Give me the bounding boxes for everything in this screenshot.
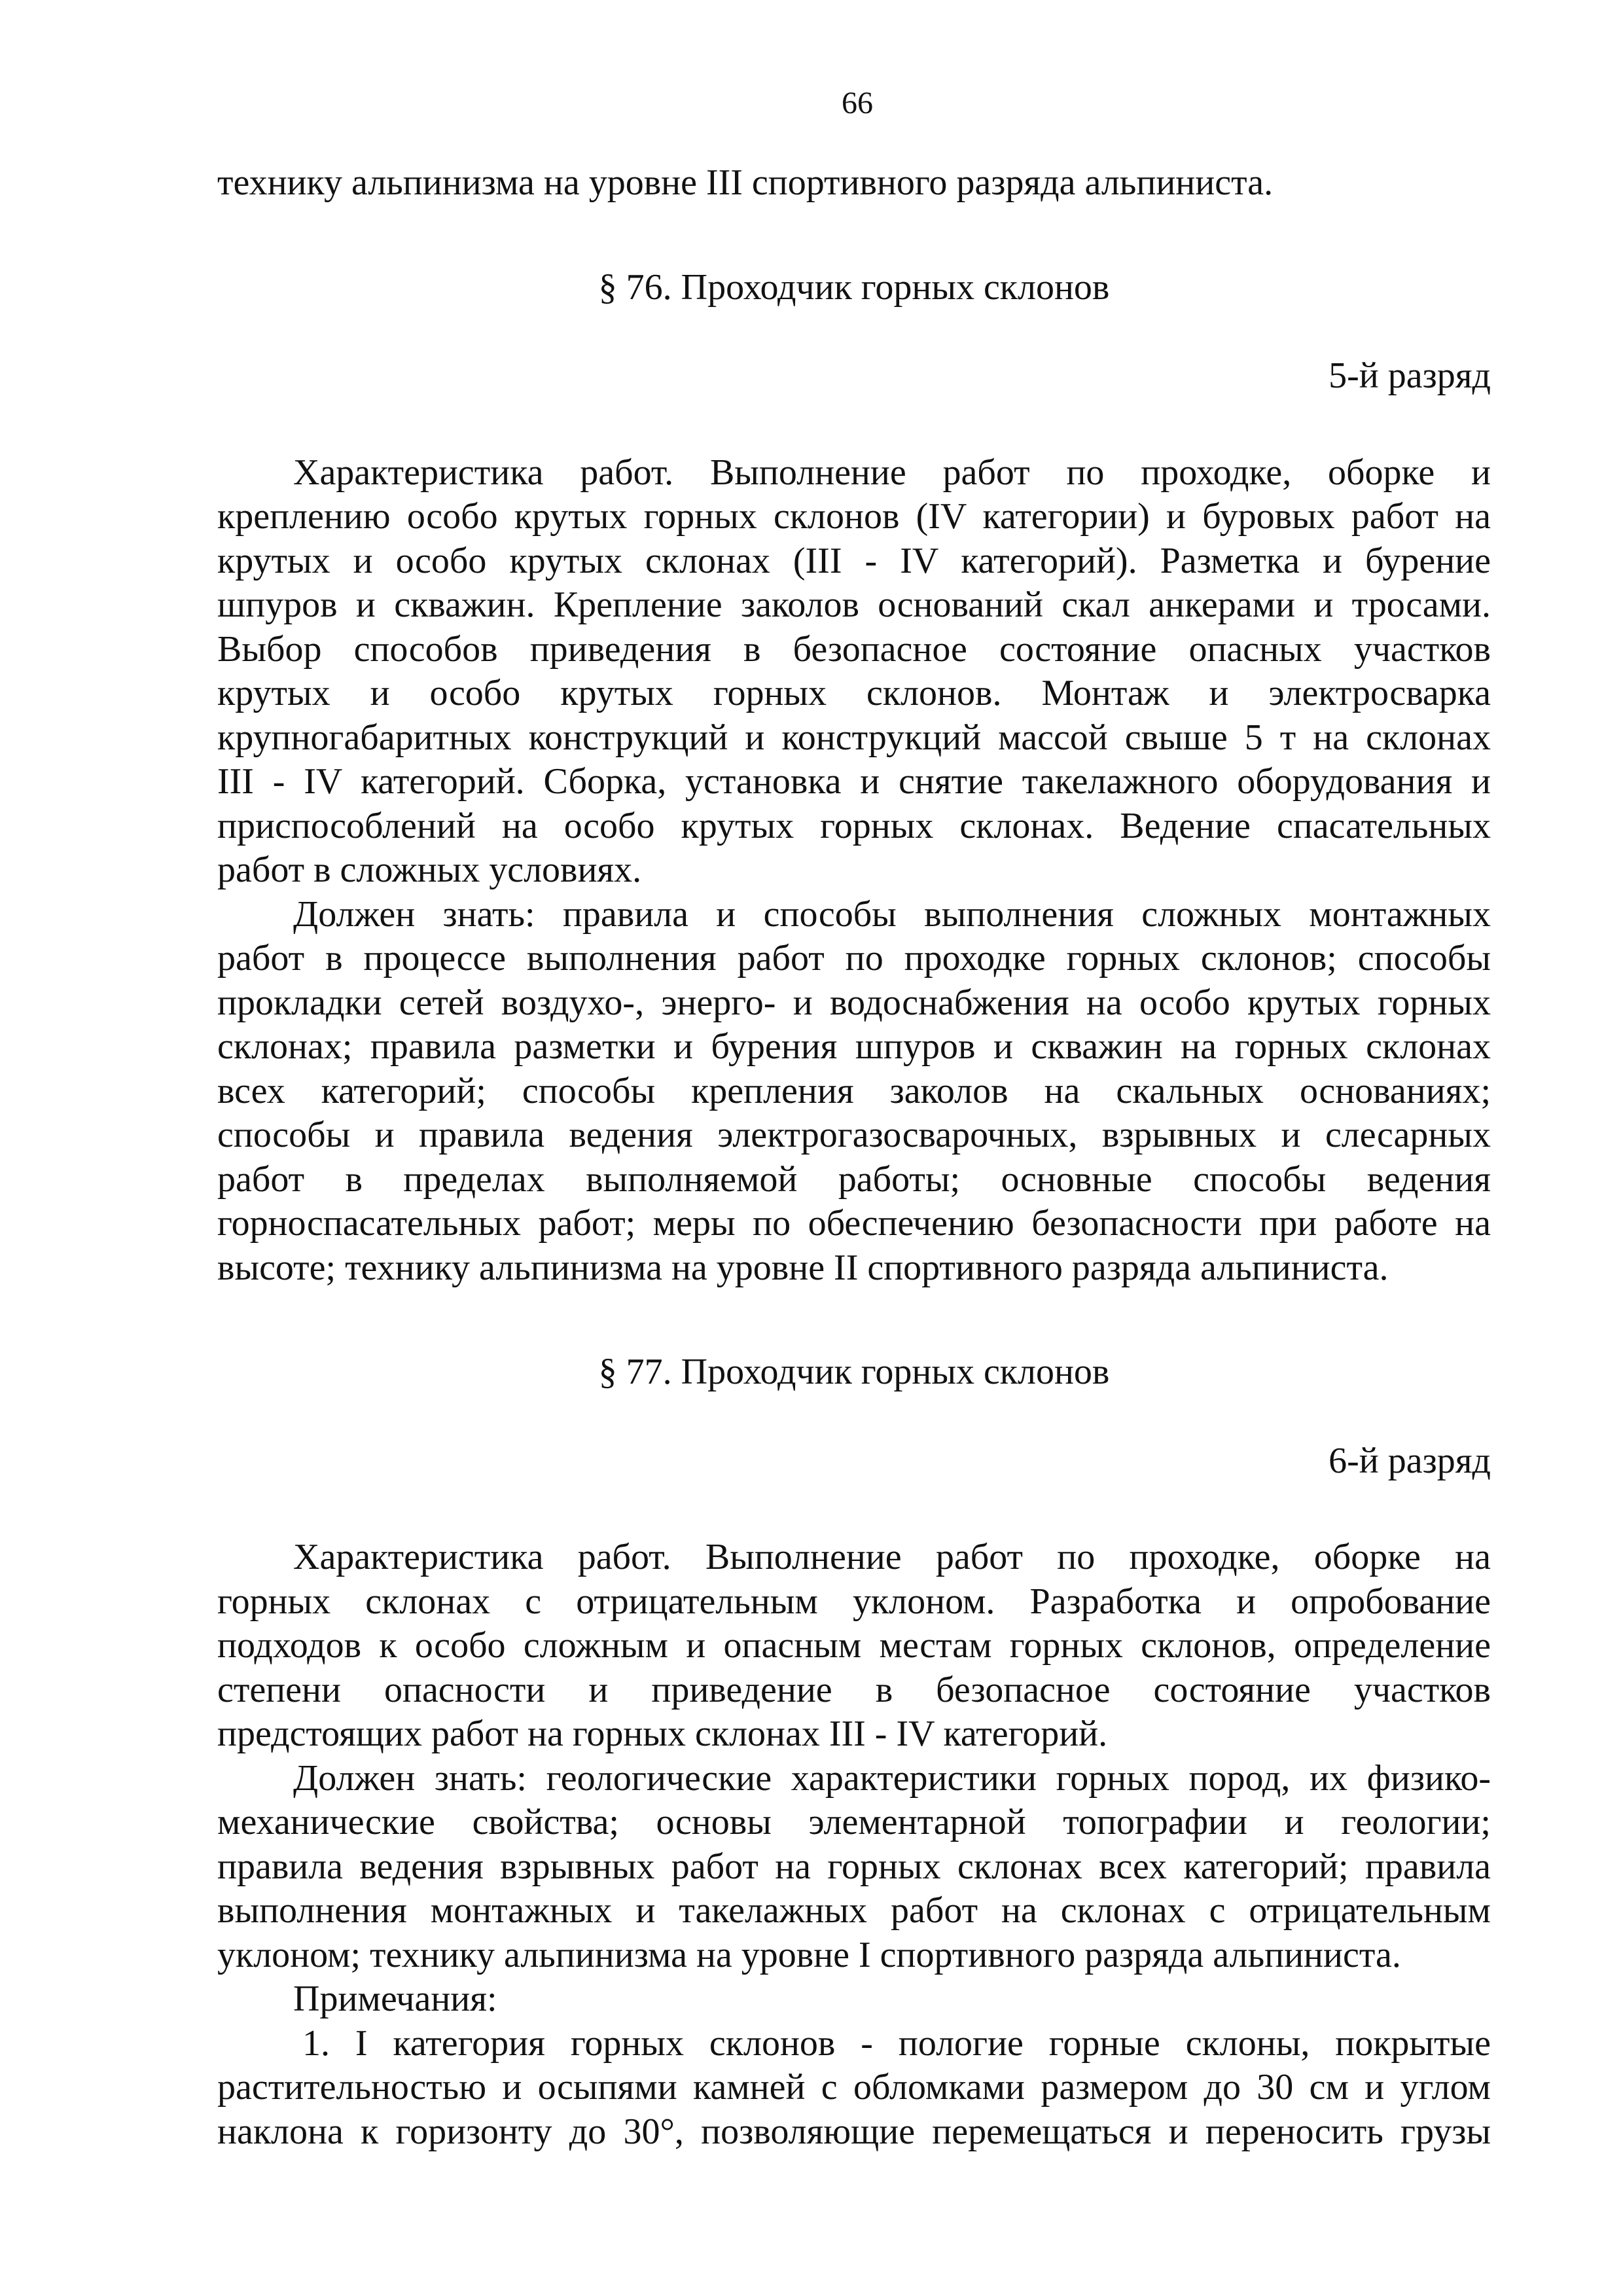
characteristic-paragraph	[217, 1535, 1491, 1757]
paragraph-line: склонах; правила разметки и бурения шпуров и скважин на горных склонах	[217, 1026, 1491, 1067]
paragraph-line: степени опасности и приведение в безопасное состояние участков	[217, 1669, 1491, 1710]
paragraph-line: всех категорий; способы крепления заколов на скальных основаниях;	[217, 1070, 1491, 1111]
paragraph-line: крутых и особо крутых горных склонов. Монтаж и электросварка	[217, 673, 1491, 713]
paragraph-line: правила ведения взрывных работ на горных склонах всех категорий; правила	[217, 1846, 1491, 1887]
paragraph-line: горных склонах с отрицательным уклоном. Разработка и опробование	[217, 1581, 1491, 1622]
paragraph-line: крутых и особо крутых склонах (III - IV категорий). Разметка и бурение	[217, 540, 1491, 581]
paragraph-line: предстоящих работ на горных склонах III - IV категорий.	[217, 1713, 1108, 1754]
notes-label: Примечания:	[293, 1979, 497, 2019]
paragraph-line: уклоном; технику альпинизма на уровне I спортивного разряда альпиниста.	[217, 1934, 1401, 1975]
paragraph-line: механические свойства; основы элементарной топографии и геологии;	[217, 1802, 1491, 1842]
section-77	[217, 1350, 1491, 2154]
paragraph-line: III - IV категорий. Сборка, установка и снятие такелажного оборудования и	[217, 761, 1491, 802]
rank-label: 5-й разряд	[1329, 355, 1491, 396]
paragraph-line: прокладки сетей воздухо-, энерго- и водоснабжения на особо крутых горных	[217, 982, 1491, 1023]
paragraph-line: Выбор способов приведения в безопасное состояние опасных участков	[217, 628, 1491, 670]
page-content	[217, 161, 1491, 2154]
paragraph-line: наклона к горизонту до 30°, позволяющие перемещаться и переносить грузы	[217, 2111, 1491, 2152]
knowledge-paragraph	[217, 893, 1491, 1291]
rank-label: 6-й разряд	[1329, 1440, 1491, 1481]
knowledge-paragraph	[217, 1757, 1491, 1978]
paragraph-line: Характеристика работ. Выполнение работ по проходке, оборке и	[293, 452, 1491, 493]
section-76	[217, 266, 1491, 1291]
paragraph-line: подходов к особо сложным и опасным местам горных склонов, определение	[217, 1625, 1491, 1666]
paragraph-line: Характеристика работ. Выполнение работ по проходке, оборке на	[293, 1537, 1491, 1577]
paragraph-line: способы и правила ведения электрогазосварочных, взрывных и слесарных	[217, 1115, 1491, 1155]
paragraph-line: Должен знать: геологические характеристики горных пород, их физико-	[293, 1757, 1491, 1799]
paragraph-line: высоте; технику альпинизма на уровне II спортивного разряда альпиниста.	[217, 1247, 1389, 1288]
section-heading: § 77. Проходчик горных склонов	[598, 1352, 1110, 1392]
paragraph-line: работ в процессе выполнения работ по проходке горных склонов; способы	[217, 938, 1491, 978]
characteristic-paragraph	[217, 451, 1491, 893]
paragraph-line: крупногабаритных конструкций и конструкций массой свыше 5 т на склонах	[217, 717, 1491, 758]
paragraph-line: растительностью и осыпями камней с обломками размером до 30 см и углом	[217, 2067, 1491, 2108]
paragraph-line: работ в сложных условиях.	[217, 850, 642, 890]
note-1-paragraph	[217, 2022, 1491, 2155]
paragraph-line: шпуров и скважин. Крепление заколов оснований скал анкерами и тросами.	[217, 584, 1491, 625]
page-number: 66	[842, 86, 873, 120]
paragraph-line: Должен знать: правила и способы выполнения сложных монтажных	[293, 893, 1491, 935]
paragraph-line: работ в пределах выполняемой работы; основные способы ведения	[217, 1158, 1491, 1200]
paragraph-line: креплению особо крутых горных склонов (IV категории) и буровых работ на	[217, 496, 1491, 537]
paragraph-line: приспособлений на особо крутых горных склонах. Ведение спасательных	[217, 805, 1491, 846]
paragraph-line: горноспасательных работ; меры по обеспечению безопасности при работе на	[217, 1203, 1491, 1244]
section-heading: § 76. Проходчик горных склонов	[598, 266, 1110, 308]
paragraph-line: выполнения монтажных и такелажных работ на склонах с отрицательным	[217, 1890, 1491, 1931]
paragraph-line: 1. I категория горных склонов - пологие горные склоны, покрытые	[302, 2022, 1491, 2064]
intro-line: технику альпинизма на уровне III спортивного разряда альпиниста.	[217, 162, 1274, 203]
